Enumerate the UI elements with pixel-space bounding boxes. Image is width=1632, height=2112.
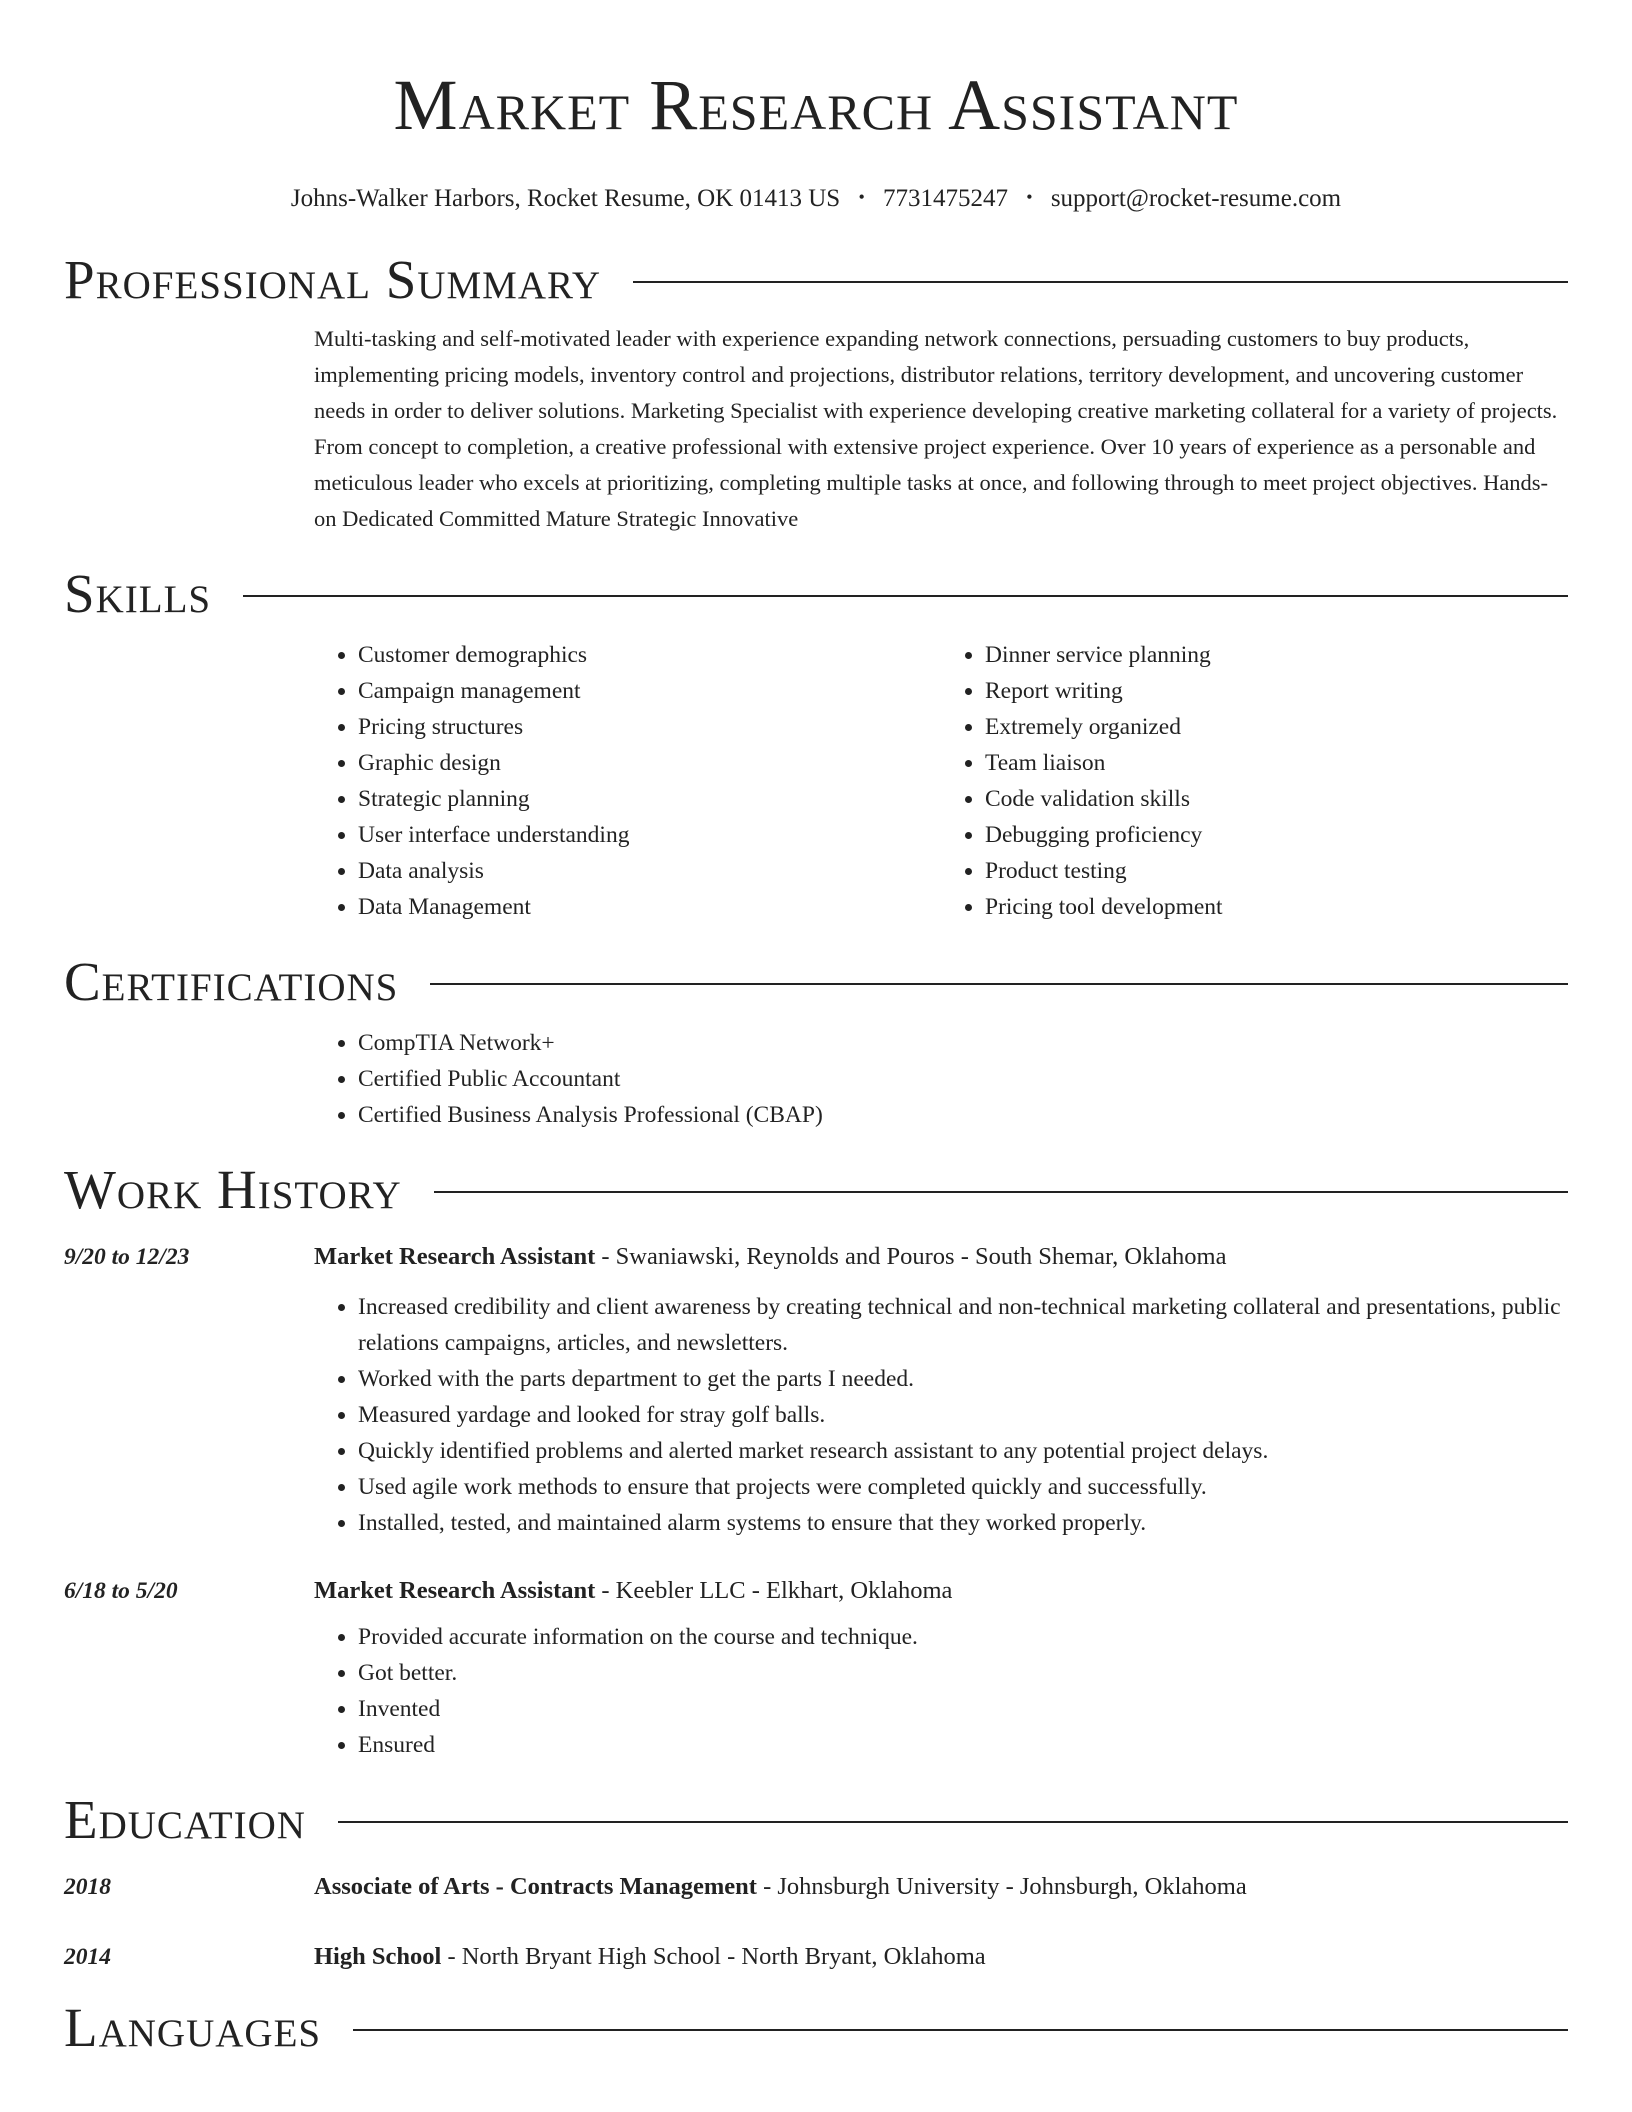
section-divider bbox=[430, 983, 1568, 985]
skill-item: • Data Management bbox=[358, 889, 941, 925]
job-bullet: • Ensured bbox=[358, 1727, 952, 1763]
section-divider bbox=[633, 281, 1568, 283]
summary-section-header bbox=[64, 249, 1568, 311]
job-bullet: • Used agile work methods to ensure that projects were completed quickly and successfully. bbox=[358, 1469, 1568, 1505]
skill-item: • Pricing tool development bbox=[985, 889, 1568, 925]
skill-item: • Product testing bbox=[985, 853, 1568, 889]
education-entry bbox=[64, 1869, 1568, 1905]
skill-item: • Dinner service planning bbox=[985, 637, 1568, 673]
skills-section-header bbox=[64, 563, 1568, 625]
email: support@rocket-resume.com bbox=[1050, 185, 1342, 212]
skill-item: • Pricing structures bbox=[358, 709, 941, 745]
job-employer: - Keebler LLC - Elkhart, Oklahoma bbox=[595, 1577, 953, 1604]
skills-list bbox=[314, 637, 1568, 925]
job-bullet: • Installed, tested, and maintained alarm systems to ensure that they worked properly. bbox=[358, 1505, 1568, 1541]
job-body bbox=[314, 1239, 1568, 1541]
section-divider bbox=[434, 1191, 1568, 1193]
summary-heading: Professional Summary bbox=[64, 249, 602, 310]
skill-item: • Debugging proficiency bbox=[985, 817, 1568, 853]
skill-item: • Code validation skills bbox=[985, 781, 1568, 817]
job-bullets bbox=[314, 1289, 1568, 1541]
separator-bullet: • bbox=[858, 187, 865, 207]
skill-item: • Graphic design bbox=[358, 745, 941, 781]
job-dates: 6/18 to 5/20 bbox=[64, 1578, 178, 1604]
job-title-line bbox=[314, 1239, 1568, 1275]
job-bullet: • Got better. bbox=[358, 1655, 952, 1691]
languages-heading: Languages bbox=[64, 1997, 322, 2058]
education-entry bbox=[64, 1939, 1568, 1975]
skills-heading: Skills bbox=[64, 563, 212, 624]
education-degree: Associate of Arts - Contracts Management bbox=[314, 1873, 757, 1900]
section-divider bbox=[353, 2029, 1568, 2031]
resume-name: Market Research Assistant bbox=[393, 65, 1239, 145]
work-heading: Work History bbox=[64, 1159, 402, 1220]
section-divider bbox=[338, 1821, 1568, 1823]
separator-bullet: • bbox=[1026, 187, 1033, 207]
work-section-header bbox=[64, 1159, 1568, 1221]
education-section-header bbox=[64, 1789, 1568, 1851]
education-school: - Johnsburgh University - Johnsburgh, Oklahoma bbox=[756, 1873, 1247, 1900]
certification-item: • Certified Public Accountant bbox=[358, 1061, 1568, 1097]
job-title: Market Research Assistant bbox=[314, 1243, 596, 1270]
skills-column-right bbox=[941, 637, 1568, 925]
job-entry bbox=[64, 1239, 1568, 1541]
job-bullet: • Measured yardage and looked for stray golf balls. bbox=[358, 1397, 1568, 1433]
summary-text: Multi-tasking and self-motivated leader with experience expanding network connections, persuading customers to buy products, implementing pricing models, inventory control and projections, distributor relations, territory development, and uncovering customer needs in order to deliver solutions. Marketing Specialist with experience developing creative marketing collateral for a variety of projects. From concept to completion, a creative professional with extensive project experience. Over 10 years of experience as a personable and meticulous leader who excels at prioritizing, completing multiple tasks at once, and following through to meet project objectives. Hands-on Dedicated Committed Mature Strategic Innovative bbox=[314, 326, 1558, 531]
skill-item: • User interface understanding bbox=[358, 817, 941, 853]
skill-item: • Strategic planning bbox=[358, 781, 941, 817]
education-school: - North Bryant High School - North Bryant, Oklahoma bbox=[441, 1943, 986, 1970]
job-bullet: • Provided accurate information on the course and technique. bbox=[358, 1619, 952, 1655]
job-entry bbox=[64, 1573, 1568, 1763]
contact-line bbox=[64, 184, 1568, 215]
certifications-heading: Certifications bbox=[64, 951, 399, 1012]
skill-item: • Data analysis bbox=[358, 853, 941, 889]
education-year: 2014 bbox=[64, 1944, 111, 1970]
education-degree: High School bbox=[314, 1943, 442, 1970]
skill-item: • Extremely organized bbox=[985, 709, 1568, 745]
job-bullet: • Worked with the parts department to get the parts I needed. bbox=[358, 1361, 1568, 1397]
phone: 7731475247 bbox=[883, 185, 1008, 212]
certification-item: • Certified Business Analysis Professional (CBAP) bbox=[358, 1097, 1568, 1133]
job-employer: - Swaniawski, Reynolds and Pouros - South Shemar, Oklahoma bbox=[595, 1243, 1227, 1270]
job-bullets bbox=[314, 1619, 952, 1763]
education-line bbox=[314, 1869, 1247, 1905]
certifications-list bbox=[314, 1025, 1568, 1133]
address: Johns-Walker Harbors, Rocket Resume, OK 01413 US bbox=[290, 185, 841, 212]
skill-item: • Team liaison bbox=[985, 745, 1568, 781]
skill-item: • Campaign management bbox=[358, 673, 941, 709]
skills-column-left bbox=[314, 637, 941, 925]
job-bullet: • Quickly identified problems and alerted market research assistant to any potential project delays. bbox=[358, 1433, 1568, 1469]
job-body bbox=[314, 1573, 952, 1763]
job-bullet: • Increased credibility and client awareness by creating technical and non-technical marketing collateral and presentations, public relations campaigns, articles, and newsletters. bbox=[358, 1289, 1568, 1361]
languages-section-header bbox=[64, 1997, 1568, 2059]
certification-item: • CompTIA Network+ bbox=[358, 1025, 1568, 1061]
skill-item: • Customer demographics bbox=[358, 637, 941, 673]
certifications-section-header bbox=[64, 951, 1568, 1013]
education-heading: Education bbox=[64, 1789, 306, 1850]
skill-item: • Report writing bbox=[985, 673, 1568, 709]
job-dates: 9/20 to 12/23 bbox=[64, 1244, 190, 1270]
education-year: 2018 bbox=[64, 1874, 111, 1900]
job-bullet: • Invented bbox=[358, 1691, 952, 1727]
section-divider bbox=[243, 595, 1568, 597]
job-title: Market Research Assistant bbox=[314, 1577, 596, 1604]
education-line bbox=[314, 1939, 986, 1975]
job-title-line bbox=[314, 1573, 952, 1609]
